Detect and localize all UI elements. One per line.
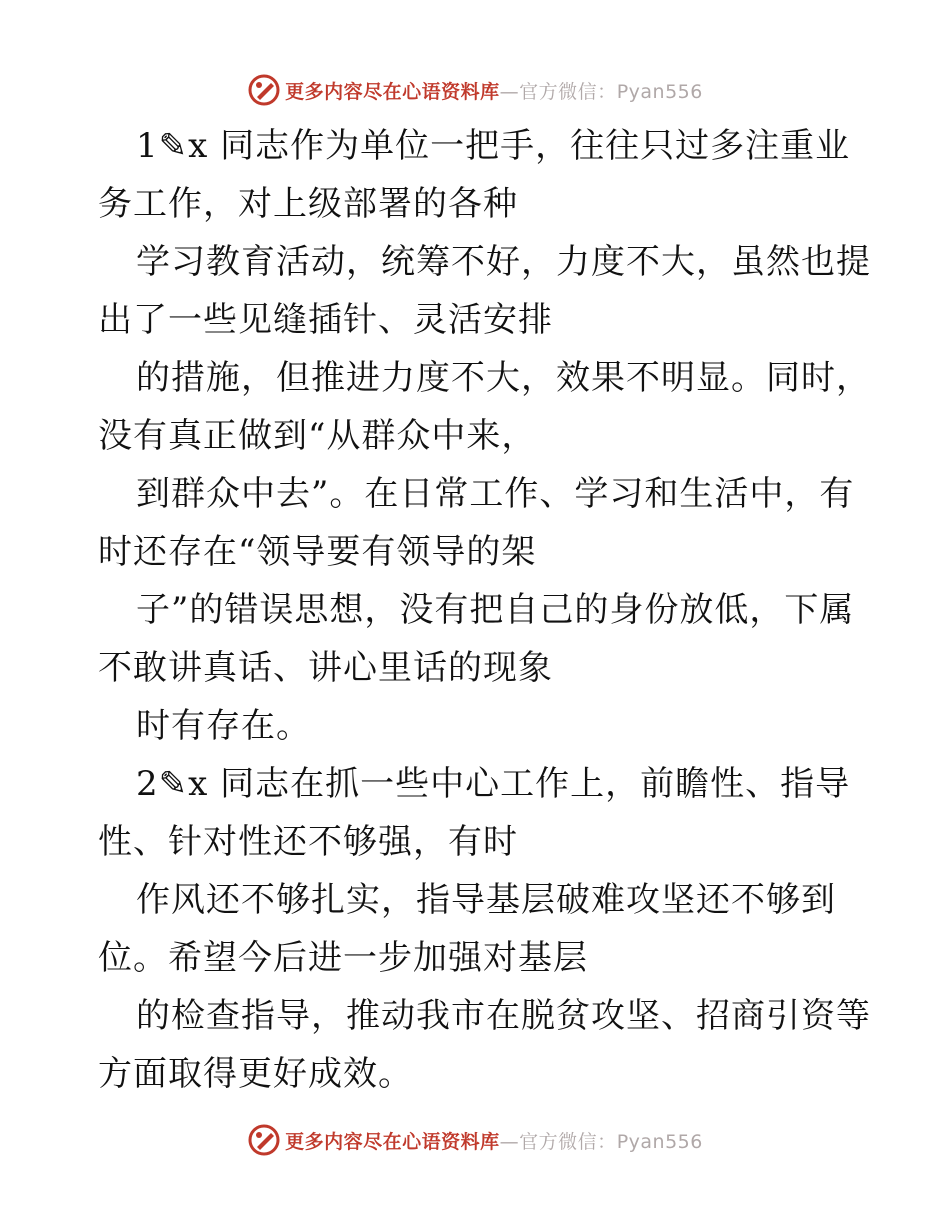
paragraph	[98, 349, 871, 465]
text-line: 时还存在“领导要有领导的架	[98, 532, 537, 572]
text-line: 的检查指导，推动我市在脱贫攻坚、招商引资等	[136, 996, 871, 1036]
paragraph	[98, 117, 858, 233]
watermark-dash: —	[499, 80, 520, 103]
text-line: 的措施，但推进力度不大，效果不明显。同时，	[136, 358, 871, 398]
watermark-text	[285, 1127, 703, 1154]
footer-watermark-banner	[0, 1120, 950, 1160]
header-watermark-banner	[0, 70, 950, 110]
document-body	[98, 117, 871, 1103]
paragraph	[98, 233, 871, 349]
text-line: 时有存在。	[136, 706, 311, 746]
watermark-main-text: 更多内容尽在心语资料库	[285, 80, 500, 103]
text-line: 务工作，对上级部署的各种	[98, 184, 518, 224]
paragraph	[98, 581, 858, 697]
paragraph	[98, 871, 858, 987]
text-line: 不敢讲真话、讲心里话的现象	[98, 648, 553, 688]
text-line: 子”的错误思想，没有把自己的身份放低，下属	[136, 590, 855, 630]
watermark-text	[285, 77, 703, 104]
watermark-wechat-label: 官方微信：	[519, 80, 617, 103]
paragraph	[98, 755, 858, 871]
paragraph	[98, 697, 858, 755]
text-line: 到群众中去”。在日常工作、学习和生活中，有	[136, 474, 855, 514]
watermark-wechat-id: Pyan556	[616, 1130, 703, 1153]
text-line: 学习教育活动，统筹不好，力度不大，虽然也提	[136, 242, 871, 282]
text-line: 方面取得更好成效。	[98, 1054, 413, 1094]
text-line: 作风还不够扎实，指导基层破难攻坚还不够到	[136, 880, 836, 920]
text-line: 性、针对性还不够强，有时	[98, 822, 518, 862]
text-line: 2✎x 同志在抓一些中心工作上，前瞻性、指导	[136, 764, 851, 804]
text-line: 1✎x 同志作为单位一把手，往往只过多注重业	[136, 126, 851, 166]
text-line: 没有真正做到“从群众中来，	[98, 416, 537, 456]
text-line: 位。希望今后进一步加强对基层	[98, 938, 588, 978]
logo-icon	[247, 1123, 281, 1157]
watermark-dash: —	[499, 1130, 520, 1153]
paragraph	[98, 465, 858, 581]
watermark-wechat-id: Pyan556	[616, 80, 703, 103]
paragraph	[98, 987, 871, 1103]
watermark-main-text: 更多内容尽在心语资料库	[285, 1130, 500, 1153]
text-line: 出了一些见缝插针、灵活安排	[98, 300, 553, 340]
logo-icon	[247, 73, 281, 107]
watermark-wechat-label: 官方微信：	[519, 1130, 617, 1153]
